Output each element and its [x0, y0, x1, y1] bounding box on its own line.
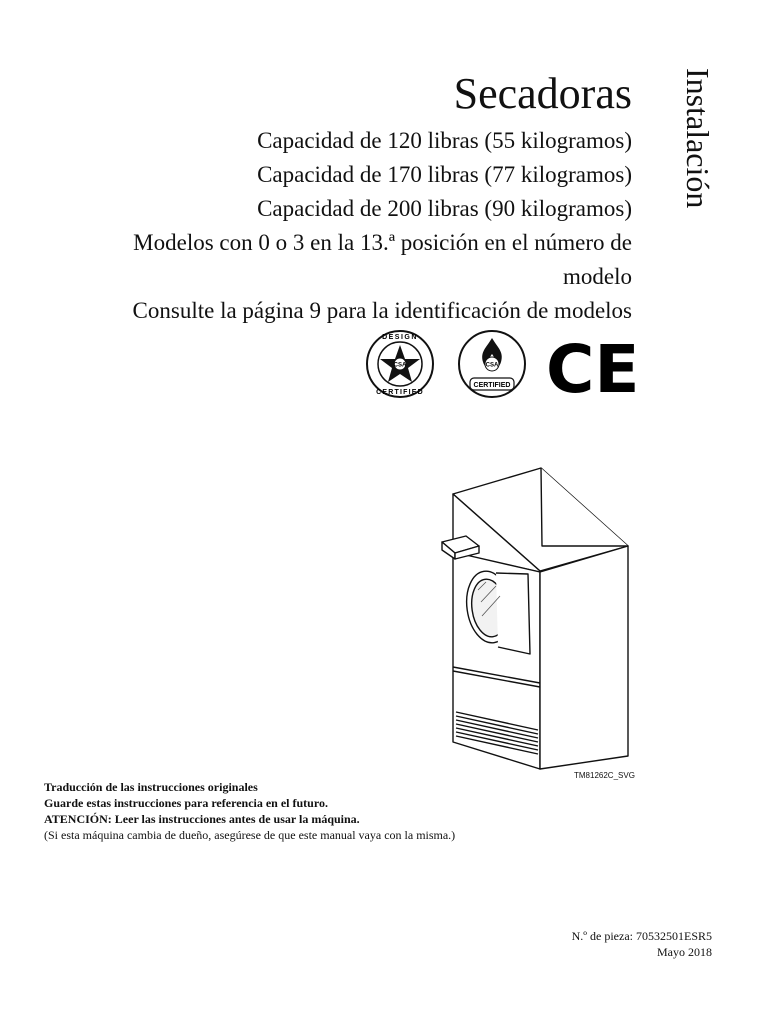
attention-note: ATENCIÓN: Leer las instrucciones antes de usar la máquina. — [44, 812, 360, 826]
dryer-illustration — [436, 466, 636, 776]
see-page-line: Consulte la página 9 para la identificación de modelos — [132, 298, 632, 323]
footer — [572, 928, 712, 960]
certification-logos — [364, 328, 640, 408]
owner-change-note: (Si esta máquina cambia de dueño, asegúrese de que este manual vaya con la misma.) — [44, 828, 456, 842]
design-certified-logo — [364, 328, 436, 400]
logo-bottom-text: CERTIFIED — [473, 382, 511, 389]
capacity-line: Capacidad de 120 libras (55 kilogramos) — [257, 128, 632, 153]
csa-mark-text: CSA — [393, 362, 407, 369]
section-title-vertical: Instalación — [680, 68, 716, 209]
notes-block — [44, 779, 455, 843]
capacity-line: Capacidad de 170 libras (77 kilogramos) — [257, 162, 632, 187]
models-line-continued: modelo — [563, 264, 632, 289]
page-title: Secadoras — [453, 69, 632, 118]
models-line: Modelos con 0 o 3 en la 13.ª posición en el número de — [133, 230, 632, 255]
certified-logo — [456, 328, 528, 400]
ce-mark-text: CE — [546, 331, 640, 408]
keep-instructions-note: Guarde estas instrucciones para referencia en el futuro. — [44, 796, 328, 810]
illustration-code: TM81262C_SVG — [574, 771, 635, 780]
capacity-line: Capacidad de 200 libras (90 kilogramos) — [257, 196, 632, 221]
logo-top-text: DESIGN — [382, 334, 418, 341]
subtitle-block — [72, 124, 632, 328]
publication-date: Mayo 2018 — [657, 945, 712, 959]
ce-mark-logo — [546, 331, 640, 408]
logo-bottom-text: CERTIFIED — [376, 389, 424, 396]
translation-note: Traducción de las instrucciones originales — [44, 780, 258, 794]
csa-mark-text: CSA — [485, 362, 499, 369]
part-number: N.º de pieza: 70532501ESR5 — [571, 929, 712, 943]
